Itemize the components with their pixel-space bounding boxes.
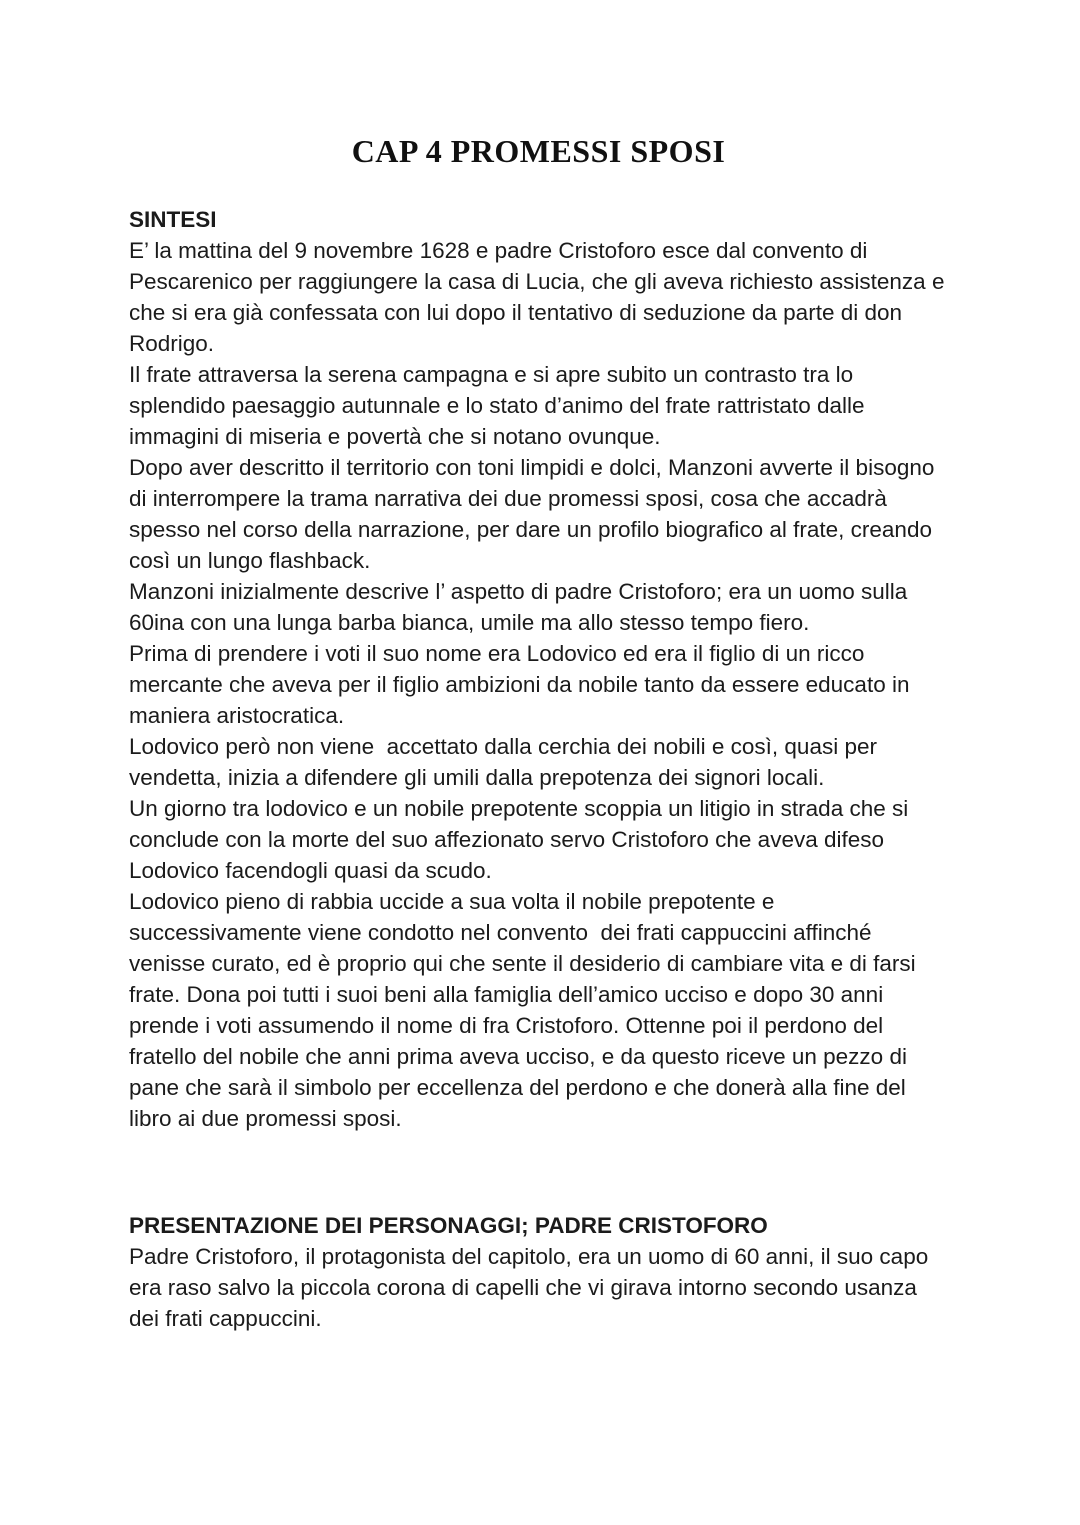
paragraph: Dopo aver descritto il territorio con toni limpidi e dolci, Manzoni avverte il bisogno di interrompere la trama narrativa dei due promessi sposi, cosa che accadrà spesso nel corso della narrazione, per dare un profilo biografico al frate, creando così un lungo flashback.	[129, 455, 941, 573]
paragraph: Un giorno tra lodovico e un nobile prepotente scoppia un litigio in strada che si conclude con la morte del suo affezionato servo Cristoforo che aveva difeso Lodovico facendogli quasi da scudo.	[129, 796, 915, 883]
paragraph: Prima di prendere i voti il suo nome era Lodovico ed era il figlio di un ricco mercante che aveva per il figlio ambizioni da nobile tanto da essere educato in maniera aristocratica.	[129, 641, 916, 728]
paragraph: Lodovico pieno di rabbia uccide a sua volta il nobile prepotente e successivamente viene condotto nel convento dei frati cappuccini affinché venisse curato, ed è proprio qui che sente il desiderio di cambiare vita e di farsi frate. Dona poi tutti i suoi beni alla famiglia dell’amico ucciso e dopo 30 anni prende i voti assumendo il nome di fra Cristoforo. Ottenne poi il perdono del fratello del nobile che anni prima aveva ucciso, e da questo riceve un pezzo di pane che sarà il simbolo per eccellenza del perdono e che donerà alla fine del libro ai due promessi sposi.	[129, 889, 922, 1131]
document-title: CAP 4 PROMESSI SPOSI	[351, 133, 726, 169]
section-heading-sintesi: SINTESI	[129, 207, 217, 232]
paragraph: Padre Cristoforo, il protagonista del capitolo, era un uomo di 60 anni, il suo capo era raso salvo la piccola corona di capelli che vi girava intorno secondo usanza dei frati cappuccini.	[129, 1244, 935, 1331]
paragraph: Il frate attraversa la serena campagna e si apre subito un contrasto tra lo splendido paesaggio autunnale e lo stato d’animo del frate rattristato dalle immagini di miseria e povertà che si notano ovunque.	[129, 362, 871, 449]
section-heading-personaggi: PRESENTAZIONE DEI PERSONAGGI; PADRE CRISTOFORO	[129, 1213, 768, 1238]
section-sintesi	[129, 204, 951, 1134]
paragraph: E’ la mattina del 9 novembre 1628 e padre Cristoforo esce dal convento di Pescarenico per raggiungere la casa di Lucia, che gli aveva richiesto assistenza e che si era già confessata con lui dopo il tentativo di seduzione da parte di don Rodrigo.	[129, 238, 951, 356]
paragraph: Manzoni inizialmente descrive l’ aspetto di padre Cristoforo; era un uomo sulla 60ina con una lunga barba bianca, umile ma allo stesso tempo fiero.	[129, 579, 914, 635]
paragraph: Lodovico però non viene accettato dalla cerchia dei nobili e così, quasi per vendetta, inizia a difendere gli umili dalla prepotenza dei signori locali.	[129, 734, 884, 790]
section-personaggi	[129, 1210, 948, 1334]
